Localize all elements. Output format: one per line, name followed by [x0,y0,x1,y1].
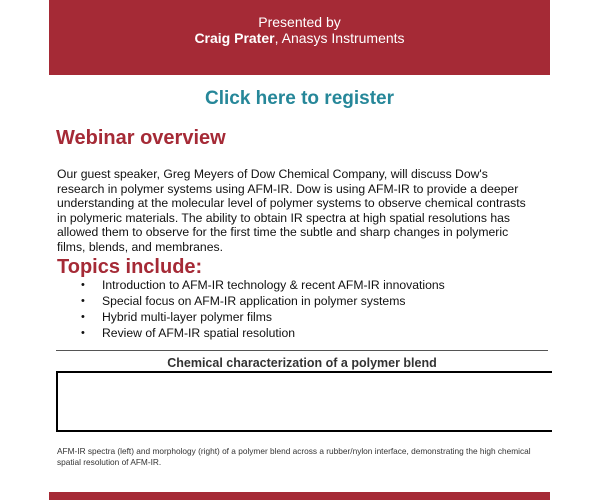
bullet-icon: • [81,311,85,323]
header-banner [49,0,550,75]
topic-text: Special focus on AFM-IR application in polymer systems [102,294,406,308]
register-link[interactable]: Click here to register [204,88,395,109]
presenter-name: Craig Prater [194,30,275,46]
topics-list [57,277,445,341]
presenter-org: , Anasys Instruments [274,30,405,46]
presenter-line [49,30,550,46]
bullet-icon: • [81,279,85,291]
topics-heading: Topics include: [57,256,203,278]
footer-bar [49,492,550,500]
presented-by-label: Presented by [258,14,341,30]
figure-image-frame [56,371,552,432]
section-divider [56,350,548,351]
list-item [57,293,445,309]
topic-text: Introduction to AFM-IR technology & recent AFM-IR innovations [102,278,445,292]
bullet-icon: • [81,327,85,339]
figure-title: Chemical characterization of a polymer blend [167,356,437,370]
topic-text: Hybrid multi-layer polymer films [102,310,272,324]
figure-caption: AFM-IR spectra (left) and morphology (right) of a polymer blend across a rubber/nylon interface, demonstrating the high chemical spatial resolution of AFM-IR. [57,446,531,467]
overview-body: Our guest speaker, Greg Meyers of Dow Chemical Company, will discuss Dow's research in polymer systems using AFM-IR. Dow is using AFM-IR to provide a deeper understanding at the molecular level of polymer systems to observe chemical contrasts in polymeric materials. The ability to obtain IR spectra at high spatial resolutions has allowed them to observe for the first time the subtle and sharp changes in polymeric films, blends, and membranes. [57,167,526,254]
topic-text: Review of AFM-IR spatial resolution [102,326,296,340]
list-item [57,277,445,293]
overview-heading: Webinar overview [56,127,226,149]
bullet-icon: • [81,295,85,307]
list-item [57,309,445,325]
list-item [57,325,445,341]
